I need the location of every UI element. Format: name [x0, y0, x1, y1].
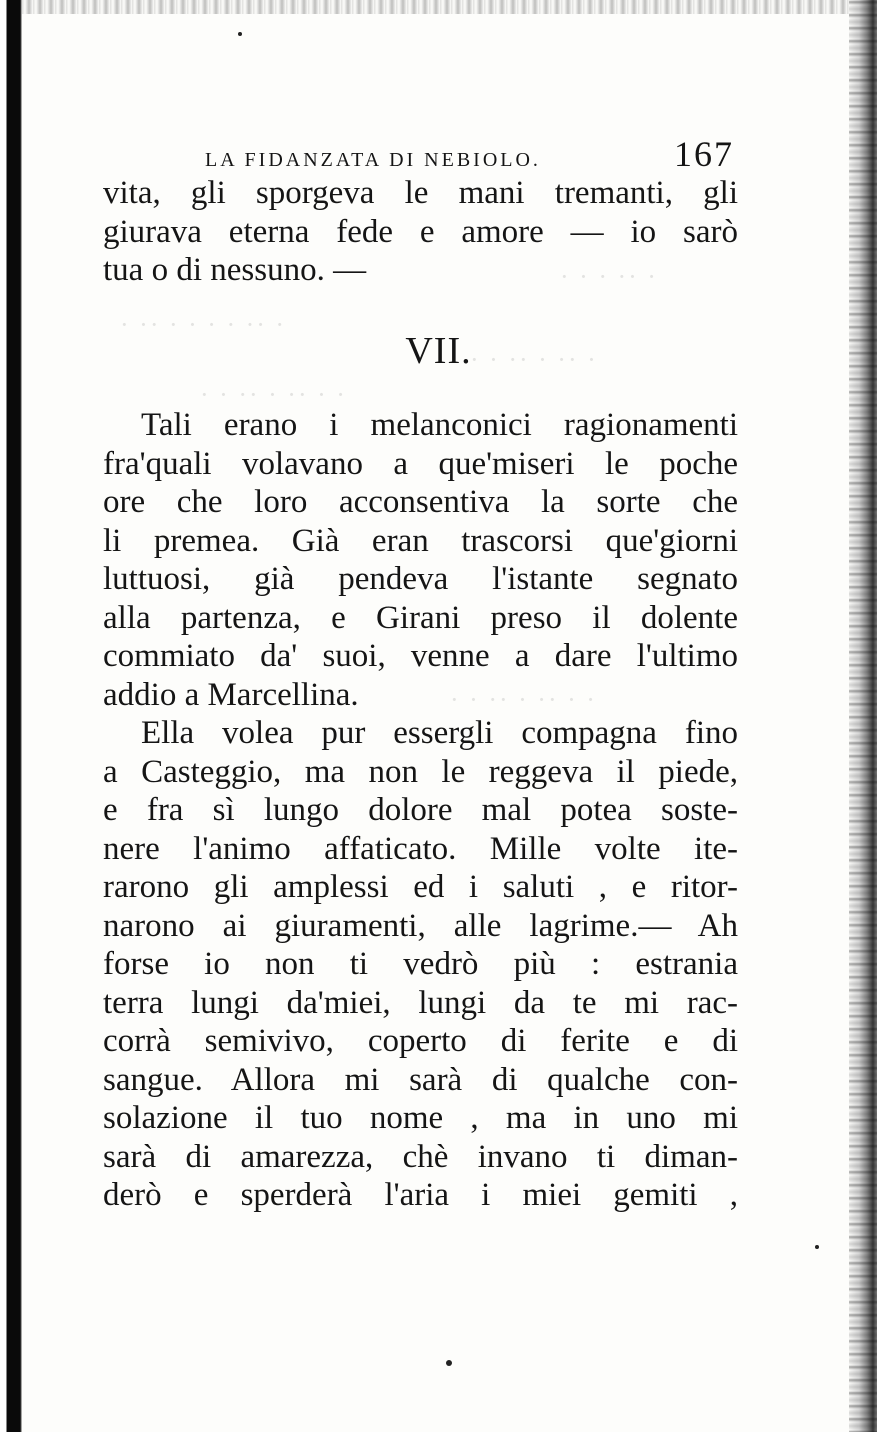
paragraph-three	[103, 714, 738, 1215]
ink-speck	[446, 1360, 452, 1366]
text-line: terra lungi da'miei, lungi da te mi rac-	[103, 984, 738, 1021]
page-number: 167	[674, 134, 734, 174]
text-line: ore che loro acconsentiva la sorte che	[103, 484, 738, 520]
text-line: solazione il tuo nome , ma in uno mi	[103, 1100, 738, 1136]
paragraph-two	[103, 406, 738, 714]
text-line: rarono gli amplessi ed i saluti , e ritor-	[103, 869, 738, 905]
ink-speck	[238, 32, 242, 36]
text-line: e fra sì lungo dolore mal potea soste-	[103, 792, 738, 828]
text-line: luttuosi, già pendeva l'istante segnato	[103, 561, 738, 597]
text-line: tua o di nessuno. —	[103, 252, 367, 288]
show-through-smudge: · ·· · · · · ·· ·	[120, 310, 287, 339]
text-line: Tali erano i melanconici ragionamenti	[141, 407, 738, 443]
text-line: sangue. Allora mi sarà di qualche con-	[103, 1061, 738, 1098]
text-line: nere l'animo affaticato. Mille volte ite-	[103, 830, 738, 867]
text-line: giurava eterna fede e amore — io sarò	[103, 213, 738, 250]
running-head: LA FIDANZATA DI NEBIOLO.	[205, 149, 541, 171]
show-through-smudge: · · ·· · ·· · ·	[450, 685, 597, 714]
show-through-smudge: · · · ·· ·	[560, 262, 658, 291]
text-line: Ella volea pur essergli compagna fino	[141, 715, 738, 751]
text-line: narono ai giuramenti, alle lagrime.— Ah	[103, 907, 738, 944]
text-line: forse io non ti vedrò più : estrania	[103, 946, 738, 982]
text-line: addio a Marcellina.	[103, 676, 359, 713]
paragraph-continuation	[103, 174, 738, 290]
text-line: corrà semivivo, coperto di ferite e di	[103, 1023, 738, 1059]
ink-speck	[815, 1245, 819, 1249]
text-line: fra'quali volavano a que'miseri le poche	[103, 445, 738, 482]
text-line: alla partenza, e Girani preso il dolente	[103, 599, 738, 636]
show-through-smudge: · · ·· · ·· ·	[470, 345, 598, 374]
chapter-heading: VII.	[405, 330, 472, 372]
text-line: sarà di amarezza, chè invano ti diman-	[103, 1138, 738, 1175]
text-line: a Casteggio, ma non le reggeva il piede,	[103, 753, 738, 790]
binding-shadow-left	[0, 0, 22, 1432]
page-edge-right	[849, 0, 877, 1432]
text-line: li premea. Già eran trascorsi que'giorni	[103, 522, 738, 559]
text-line: vita, gli sporgeva le mani tremanti, gli	[103, 175, 738, 211]
text-line: derò e sperderà l'aria i miei gemiti ,	[103, 1177, 738, 1213]
show-through-smudge: · · ·· · ·· · ·	[200, 380, 347, 409]
text-line: commiato da' suoi, venne a dare l'ultimo	[103, 638, 738, 674]
page-top-edge	[0, 0, 877, 14]
